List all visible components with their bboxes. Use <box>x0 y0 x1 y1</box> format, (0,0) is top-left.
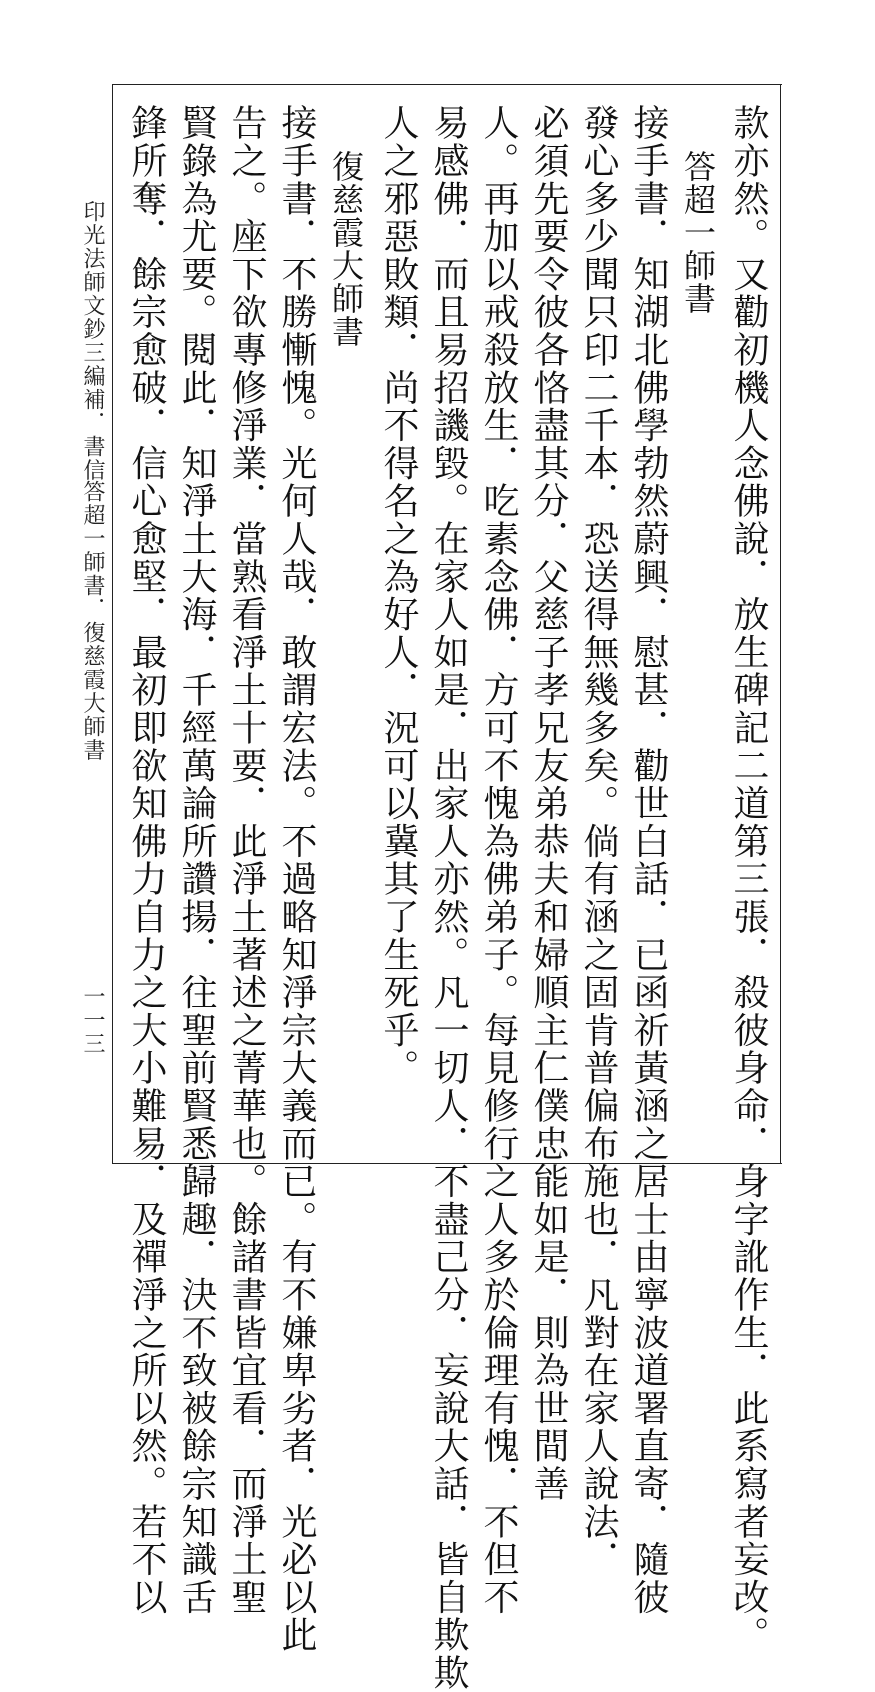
margin-book-title: 印光法師文鈔三編補．書信 <box>80 200 105 482</box>
margin-section-title: 答超一師書．復慈霞大師書 <box>80 480 105 762</box>
text-column-1: 款亦然。又勸初機人念佛說．放生碑記二道第三張．殺彼身命．身字訛作生．此系寫者妄改。 <box>728 104 769 1654</box>
text-column-13: 鋒所奪．餘宗愈破．信心愈堅．最初即欲知佛力自力之大小難易．及禪淨之所以然。若不以 <box>126 104 167 1616</box>
text-column-12: 賢錄為尤要。閱此．知淨土大海．千經萬論所讚揚．往聖前賢悉歸趣．決不致被餘宗知識舌 <box>176 104 217 1616</box>
text-column-6: 人。再加以戒殺放生．吃素念佛．方可不愧為佛弟子。每見修行之人多於倫理有愧．不但不 <box>478 104 519 1616</box>
margin-page-number: 一一三 <box>80 985 105 1056</box>
frame-right-border <box>780 84 781 1164</box>
frame-top-border <box>112 84 782 85</box>
text-column-11: 告之。座下欲專修淨業．當熟看淨土十要．此淨土著述之菁華也。餘諸書皆宜看．而淨土聖 <box>226 104 267 1616</box>
text-column-3: 接手書．知湖北佛學勃然蔚興．慰甚．勸世白話．已函祈黃涵之居士由寧波道署直寄．隨彼 <box>628 104 669 1616</box>
text-column-4: 發心多少聞只印二千本．恐送得無幾多矣。倘有涵之固肯普偏布施也．凡對在家人說法． <box>578 104 619 1579</box>
text-column-5: 必須先要令彼各恪盡其分．父慈子孝兄友弟恭夫和婦順主仁僕忠能如是．則為世間善 <box>528 104 569 1503</box>
text-column-10: 接手書．不勝慚愧。光何人哉．敢謂宏法。不過略知淨宗大義而已。有不嫌卑劣者．光必以此 <box>276 104 317 1654</box>
frame-left-border <box>112 84 113 1164</box>
text-column-8: 人之邪惡敗類．尚不得名之為好人．況可以冀其了生死乎。 <box>378 104 419 1087</box>
text-column-7: 易感佛．而且易招譏毀。在家人如是．出家人亦然。凡一切人．不盡己分．妄說大話．皆自欺欺 <box>428 104 469 1692</box>
heading-reply-cixia: 復慈霞大師書 <box>327 150 365 348</box>
heading-reply-chaoyi: 答超一師書 <box>679 150 717 315</box>
